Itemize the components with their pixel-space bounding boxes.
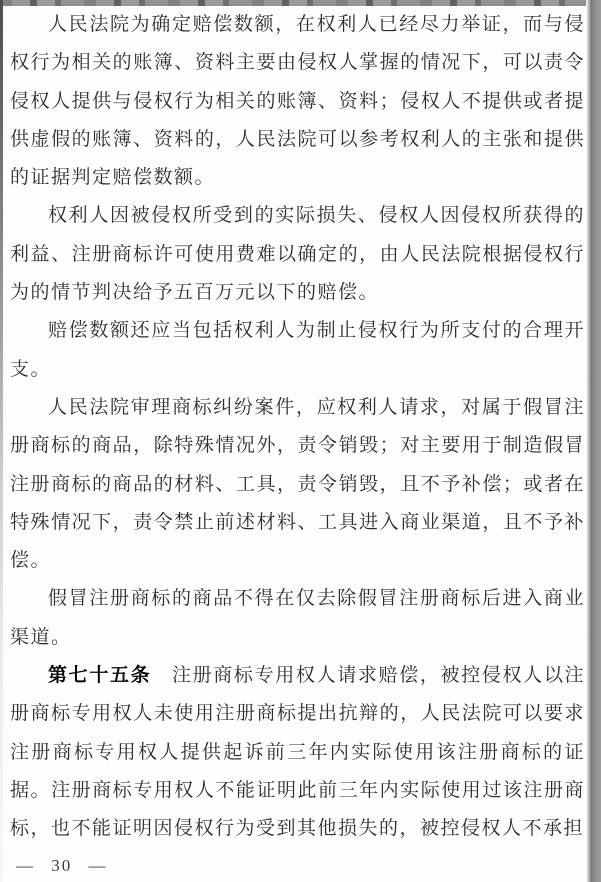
document-text [10,6,585,849]
paragraph-text: 人民法院审理商标纠纷案件，应权利人请求，对属于假冒注册商标的商品，除特殊情况外，责令销毁；对主要用于制造假冒注册商标的商品的材料、工具，责令销毁，且不予补偿；或者在特殊情况下，责令禁止前述材料、工具进入商业渠道，且不予补偿。 [10,396,585,572]
paragraph-article-75 [10,657,585,848]
article-number: 第七十五条 [48,665,152,687]
paragraph [10,6,585,197]
page-number: — 30 — [16,856,108,875]
paragraph-text: 人民法院为确定赔偿数额，在权利人已经尽力举证，而与侵权行为相关的账簿、资料主要由侵权人掌握的情况下，可以责令侵权人提供与侵权行为相关的账簿、资料；侵权人不提供或者提供虚假的账簿、资料的，人民法院可以参考权利人的主张和提供的证据判定赔偿数额。 [10,14,585,189]
paragraph [10,580,585,657]
scan-right-edge-artifact [586,0,601,882]
scan-left-edge-artifact [0,0,3,882]
paragraph-text: 权利人因被侵权所受到的实际损失、侵权人因侵权所获得的利益、注册商标许可使用费难以确定的，由人民法院根据侵权行为的情节判决给予五百万元以下的赔偿。 [10,205,585,304]
paragraph [10,389,585,580]
paragraph [10,312,585,389]
paragraph-text: 假冒注册商标的商品不得在仅去除假冒注册商标后进入商业渠道。 [10,588,585,648]
paragraph [10,197,585,312]
paragraph-text: 注册商标专用权人请求赔偿，被控侵权人以注册商标专用权人未使用注册商标提出抗辩的，人民法院可以要求注册商标专用权人提供起诉前三年内实际使用该注册商标的证据。注册商标专用权人不能证明此前三年内实际使用过该注册商标，也不能证明因侵权行为受到其他损失的，被控侵权人不承担 [10,665,585,840]
paragraph-text: 赔偿数额还应当包括权利人为制止侵权行为所支付的合理开支。 [10,320,585,380]
